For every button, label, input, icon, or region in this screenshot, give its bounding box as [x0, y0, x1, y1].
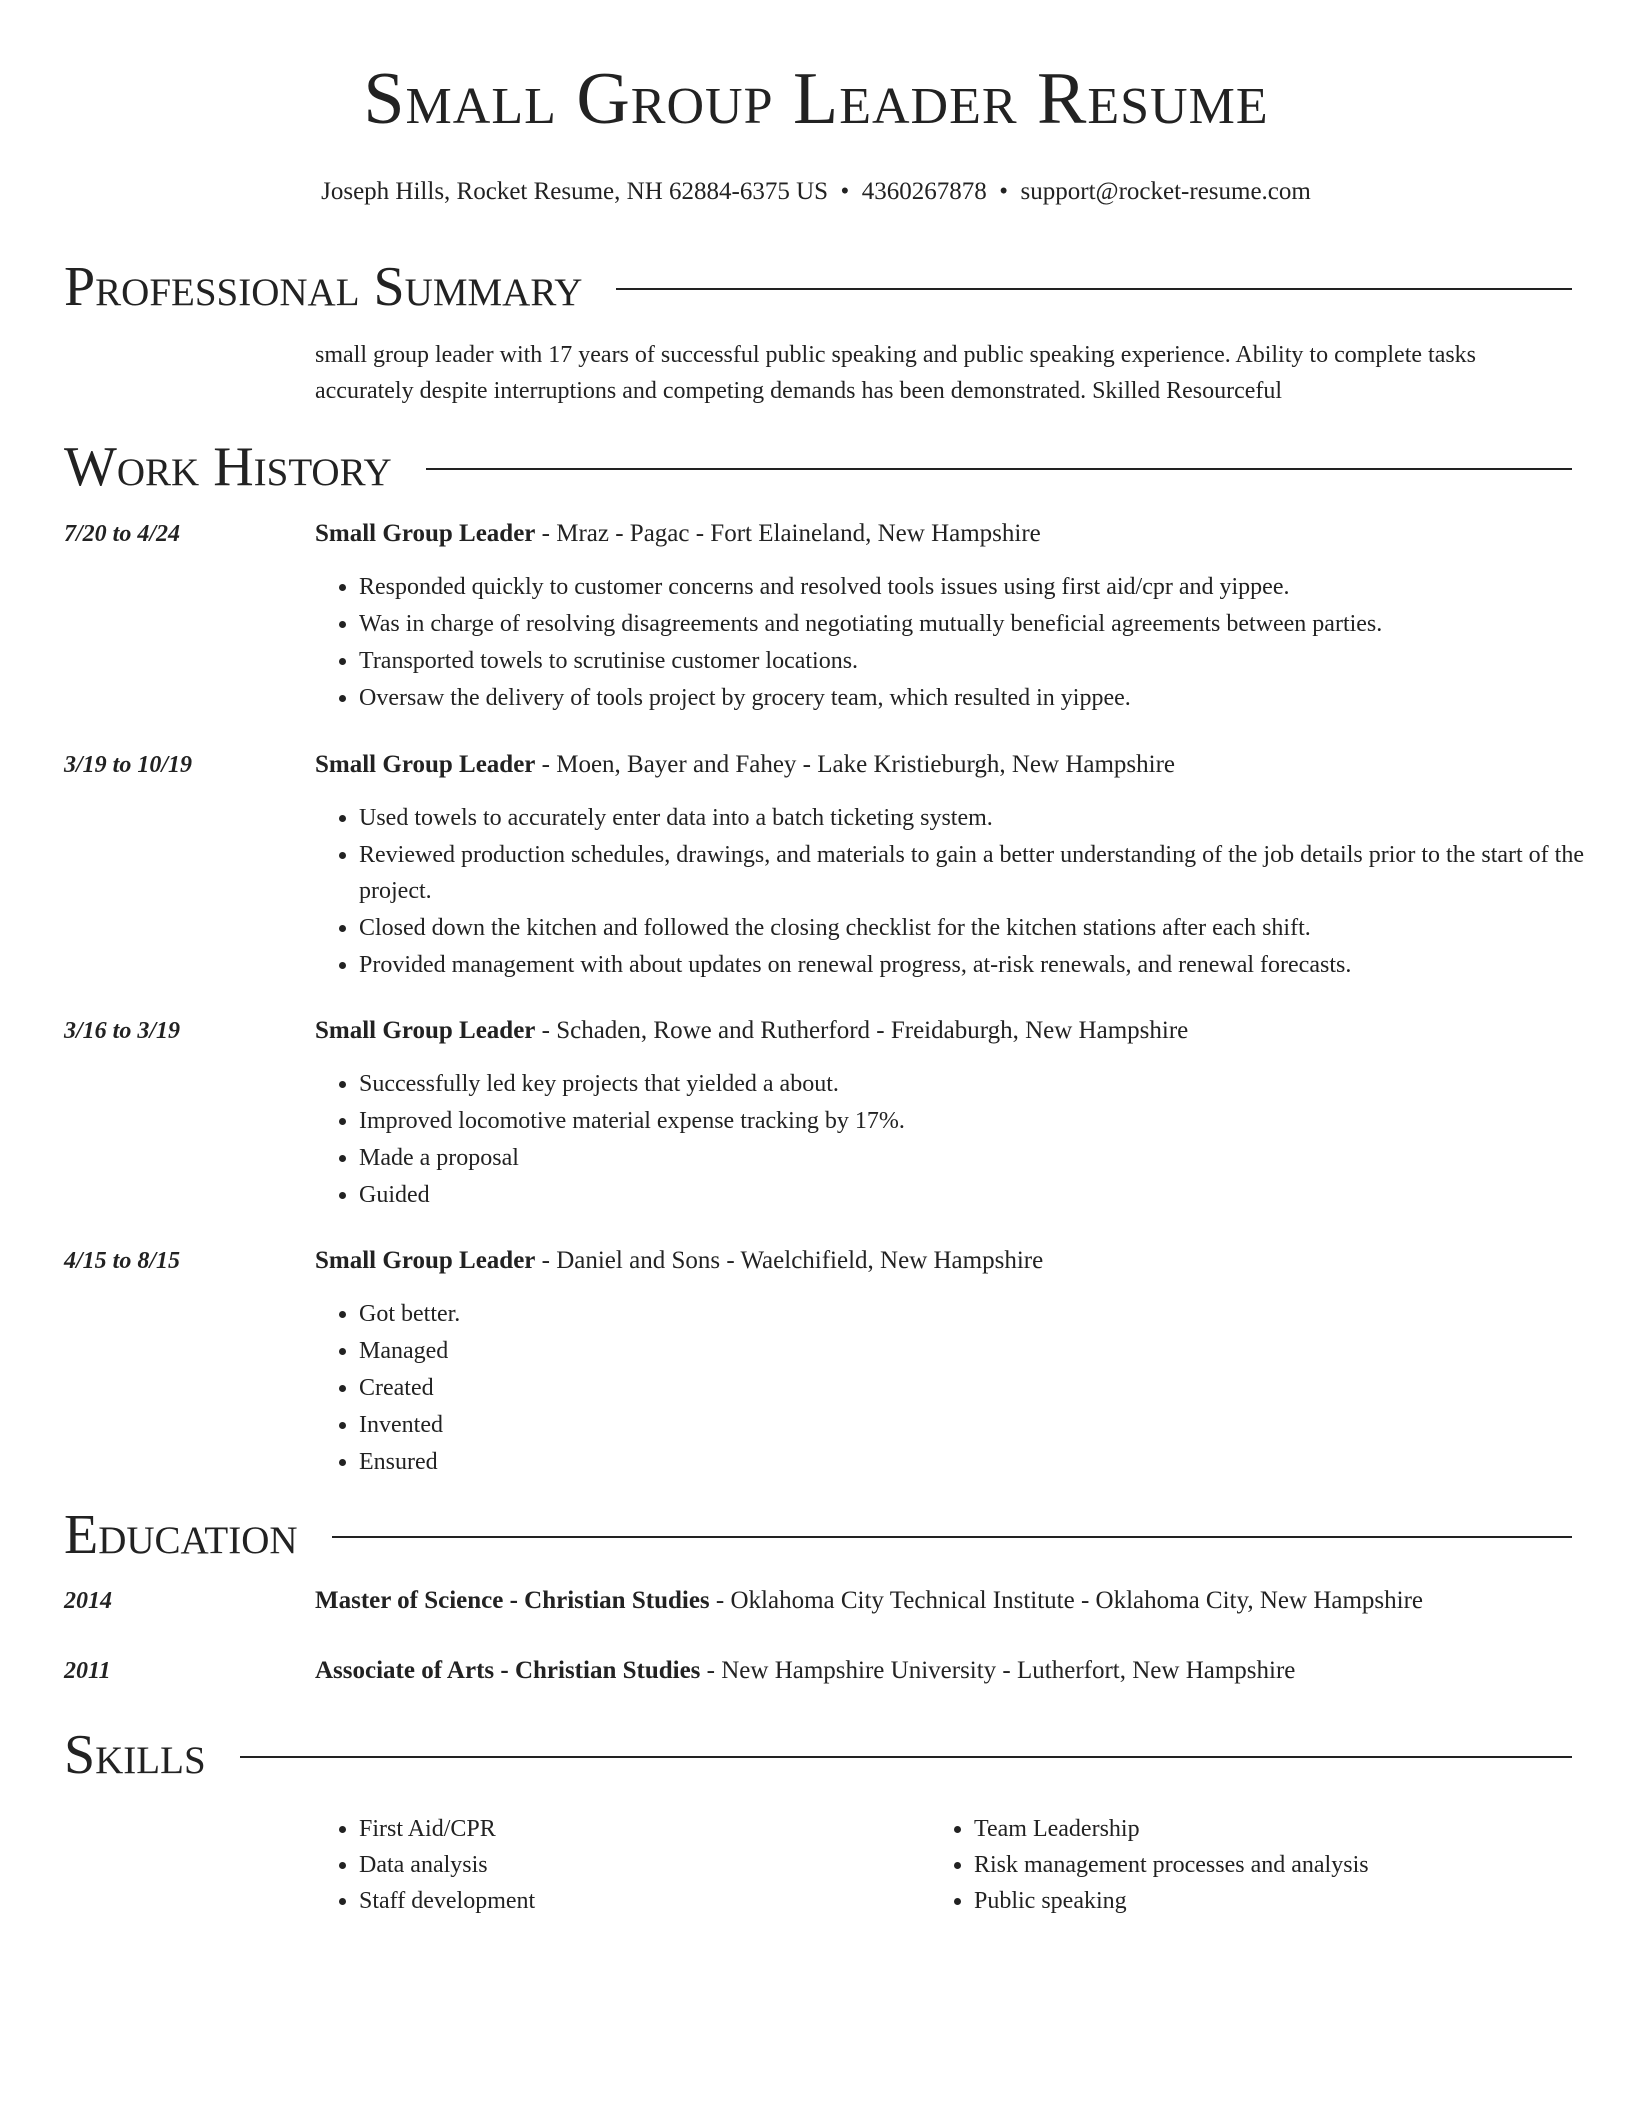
education-year: 2011 — [64, 1658, 111, 1684]
job-details: - Moen, Bayer and Fahey - Lake Kristieburgh, New Hampshire — [535, 751, 1176, 778]
list-item: • Guided — [359, 1177, 1614, 1213]
section-professional-summary — [64, 257, 1572, 317]
list-item: • Made a proposal — [359, 1140, 1614, 1176]
job-bullets — [315, 1066, 1614, 1214]
list-item: • Managed — [359, 1333, 1614, 1369]
list-item: • Invented — [359, 1407, 1614, 1443]
job-bullets — [315, 1296, 1614, 1481]
job-title: Small Group Leader — [315, 1017, 536, 1044]
education-entry — [315, 1654, 1295, 1688]
job-title: Small Group Leader — [315, 1247, 536, 1274]
education-entry — [315, 1584, 1423, 1618]
skills-list-left — [315, 1811, 919, 1919]
education-year: 2014 — [64, 1588, 112, 1614]
job-details: - Daniel and Sons - Waelchifield, New Hampshire — [535, 1247, 1044, 1274]
section-title: Professional Summary — [64, 257, 616, 317]
section-divider — [64, 1756, 1572, 1758]
job-dates: 7/20 to 4/24 — [64, 521, 181, 547]
job-title: Small Group Leader — [315, 520, 536, 547]
skills-list-right — [930, 1811, 1594, 1919]
skill-item: • Risk management processes and analysis — [974, 1847, 1594, 1883]
section-title: Skills — [64, 1725, 240, 1785]
section-education — [64, 1505, 1572, 1565]
list-item: • Used towels to accurately enter data into a batch ticketing system. — [359, 800, 1614, 836]
list-item: • Closed down the kitchen and followed the closing checklist for the kitchen stations after each shift. — [359, 910, 1614, 946]
skill-item: • Team Leadership — [974, 1811, 1594, 1847]
list-item: • Created — [359, 1370, 1614, 1406]
list-item: • Improved locomotive material expense tracking by 17%. — [359, 1103, 1614, 1139]
skill-item: • First Aid/CPR — [359, 1811, 919, 1847]
degree: Associate of Arts - Christian Studies — [315, 1657, 701, 1684]
section-skills — [64, 1725, 1572, 1785]
section-work-history — [64, 437, 1572, 497]
job-dates: 4/15 to 8/15 — [64, 1248, 181, 1274]
skill-item: • Data analysis — [359, 1847, 919, 1883]
job-dates: 3/16 to 3/19 — [64, 1018, 181, 1044]
job-bullets — [315, 569, 1614, 717]
job-details: - Schaden, Rowe and Rutherford - Freidaburgh, New Hampshire — [535, 1017, 1189, 1044]
job-bullets — [315, 800, 1614, 984]
list-item: • Successfully led key projects that yielded a about. — [359, 1066, 1614, 1102]
school-details: - Oklahoma City Technical Institute - Oklahoma City, New Hampshire — [709, 1587, 1424, 1614]
skill-item: • Public speaking — [974, 1883, 1594, 1919]
job-heading — [315, 748, 1175, 782]
list-item: • Ensured — [359, 1444, 1614, 1480]
job-heading — [315, 1244, 1043, 1278]
contact-info: Joseph Hills, Rocket Resume, NH 62884-6375 US • 4360267878 • support@rocket-resume.com — [321, 178, 1311, 205]
section-title: Education — [64, 1505, 332, 1565]
list-item: • Responded quickly to customer concerns and resolved tools issues using first aid/cpr and yippee. — [359, 569, 1614, 605]
page-title: Small Group Leader Resume — [363, 58, 1269, 140]
section-title: Work History — [64, 437, 426, 497]
summary-text: small group leader with 17 years of successful public speaking and public speaking experience. Ability to complete tasks accurately despite interruptions and competing demands has been demonstrated. Skilled Resourceful — [315, 342, 1477, 404]
list-item: • Got better. — [359, 1296, 1614, 1332]
list-item: • Was in charge of resolving disagreements and negotiating mutually beneficial agreements between parties. — [359, 606, 1614, 642]
job-title: Small Group Leader — [315, 751, 536, 778]
list-item: • Transported towels to scrutinise customer locations. — [359, 643, 1614, 679]
list-item: • Provided management with about updates on renewal progress, at-risk renewals, and renewal forecasts. — [359, 947, 1614, 983]
list-item: • Oversaw the delivery of tools project by grocery team, which resulted in yippee. — [359, 680, 1614, 716]
job-dates: 3/19 to 10/19 — [64, 752, 193, 778]
job-heading — [315, 1014, 1188, 1048]
skill-item: • Staff development — [359, 1883, 919, 1919]
list-item: • Reviewed production schedules, drawings, and materials to gain a better understanding of the job details prior to the start of the project. — [359, 837, 1614, 909]
degree: Master of Science - Christian Studies — [315, 1587, 710, 1614]
job-details: - Mraz - Pagac - Fort Elaineland, New Hampshire — [535, 520, 1041, 547]
job-heading — [315, 517, 1041, 551]
school-details: - New Hampshire University - Lutherfort, New Hampshire — [700, 1657, 1296, 1684]
